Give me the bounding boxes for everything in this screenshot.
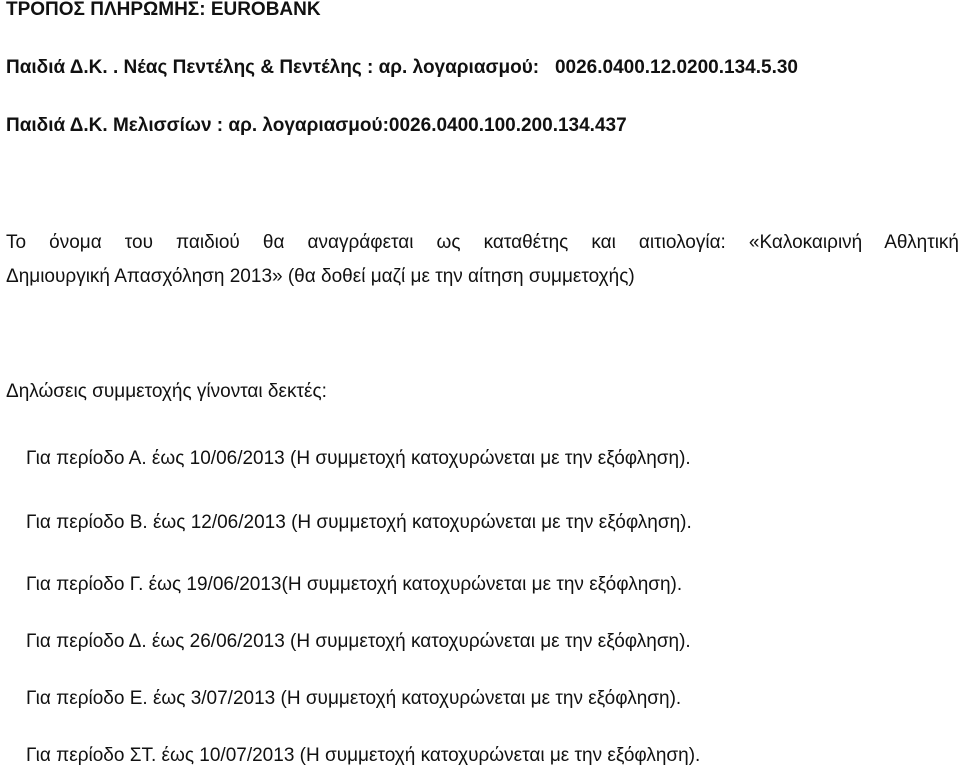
declarations-heading: Δηλώσεις συμμετοχής γίνονται δεκτές: <box>6 381 327 402</box>
period-st: Για περίοδο ΣΤ. έως 10/07/2013 (Η συμμετοχή κατοχυρώνεται με την εξόφληση). <box>26 745 701 766</box>
period-e: Για περίοδο Ε. έως 3/07/2013 (Η συμμετοχή κατοχυρώνεται με την εξόφληση). <box>26 688 682 709</box>
period-d: Για περίοδο Δ. έως 26/06/2013 (Η συμμετοχή κατοχυρώνεται με την εξόφληση). <box>26 631 691 652</box>
payment-method-heading: ΤΡΟΠΟΣ ΠΛΗΡΩΜΗΣ: EUROBANK <box>6 0 321 20</box>
period-c: Για περίοδο Γ. έως 19/06/2013(Η συμμετοχή κατοχυρώνεται με την εξόφληση). <box>26 574 683 595</box>
period-a: Για περίοδο Α. έως 10/06/2013 (Η συμμετοχή κατοχυρώνεται με την εξόφληση). <box>26 448 691 469</box>
depositor-note-line-1: Το όνομα του παιδιού θα αναγράφεται ως καταθέτης και αιτιολογία: «Καλοκαιρινή Αθλητική <box>6 232 959 253</box>
depositor-note-line-2: Δημιουργική Απασχόληση 2013» (θα δοθεί μαζί με την αίτηση συμμετοχής) <box>6 266 635 287</box>
period-b: Για περίοδο Β. έως 12/06/2013 (Η συμμετοχή κατοχυρώνεται με την εξόφληση). <box>26 512 692 533</box>
account-nea-penteli: Παιδιά Δ.Κ. . Νέας Πεντέλης & Πεντέλης : αρ. λογαριασμού: 0026.0400.12.0200.134.5.30 <box>6 57 798 78</box>
account-melissia: Παιδιά Δ.Κ. Μελισσίων : αρ. λογαριασμού:0026.0400.100.200.134.437 <box>6 115 627 136</box>
